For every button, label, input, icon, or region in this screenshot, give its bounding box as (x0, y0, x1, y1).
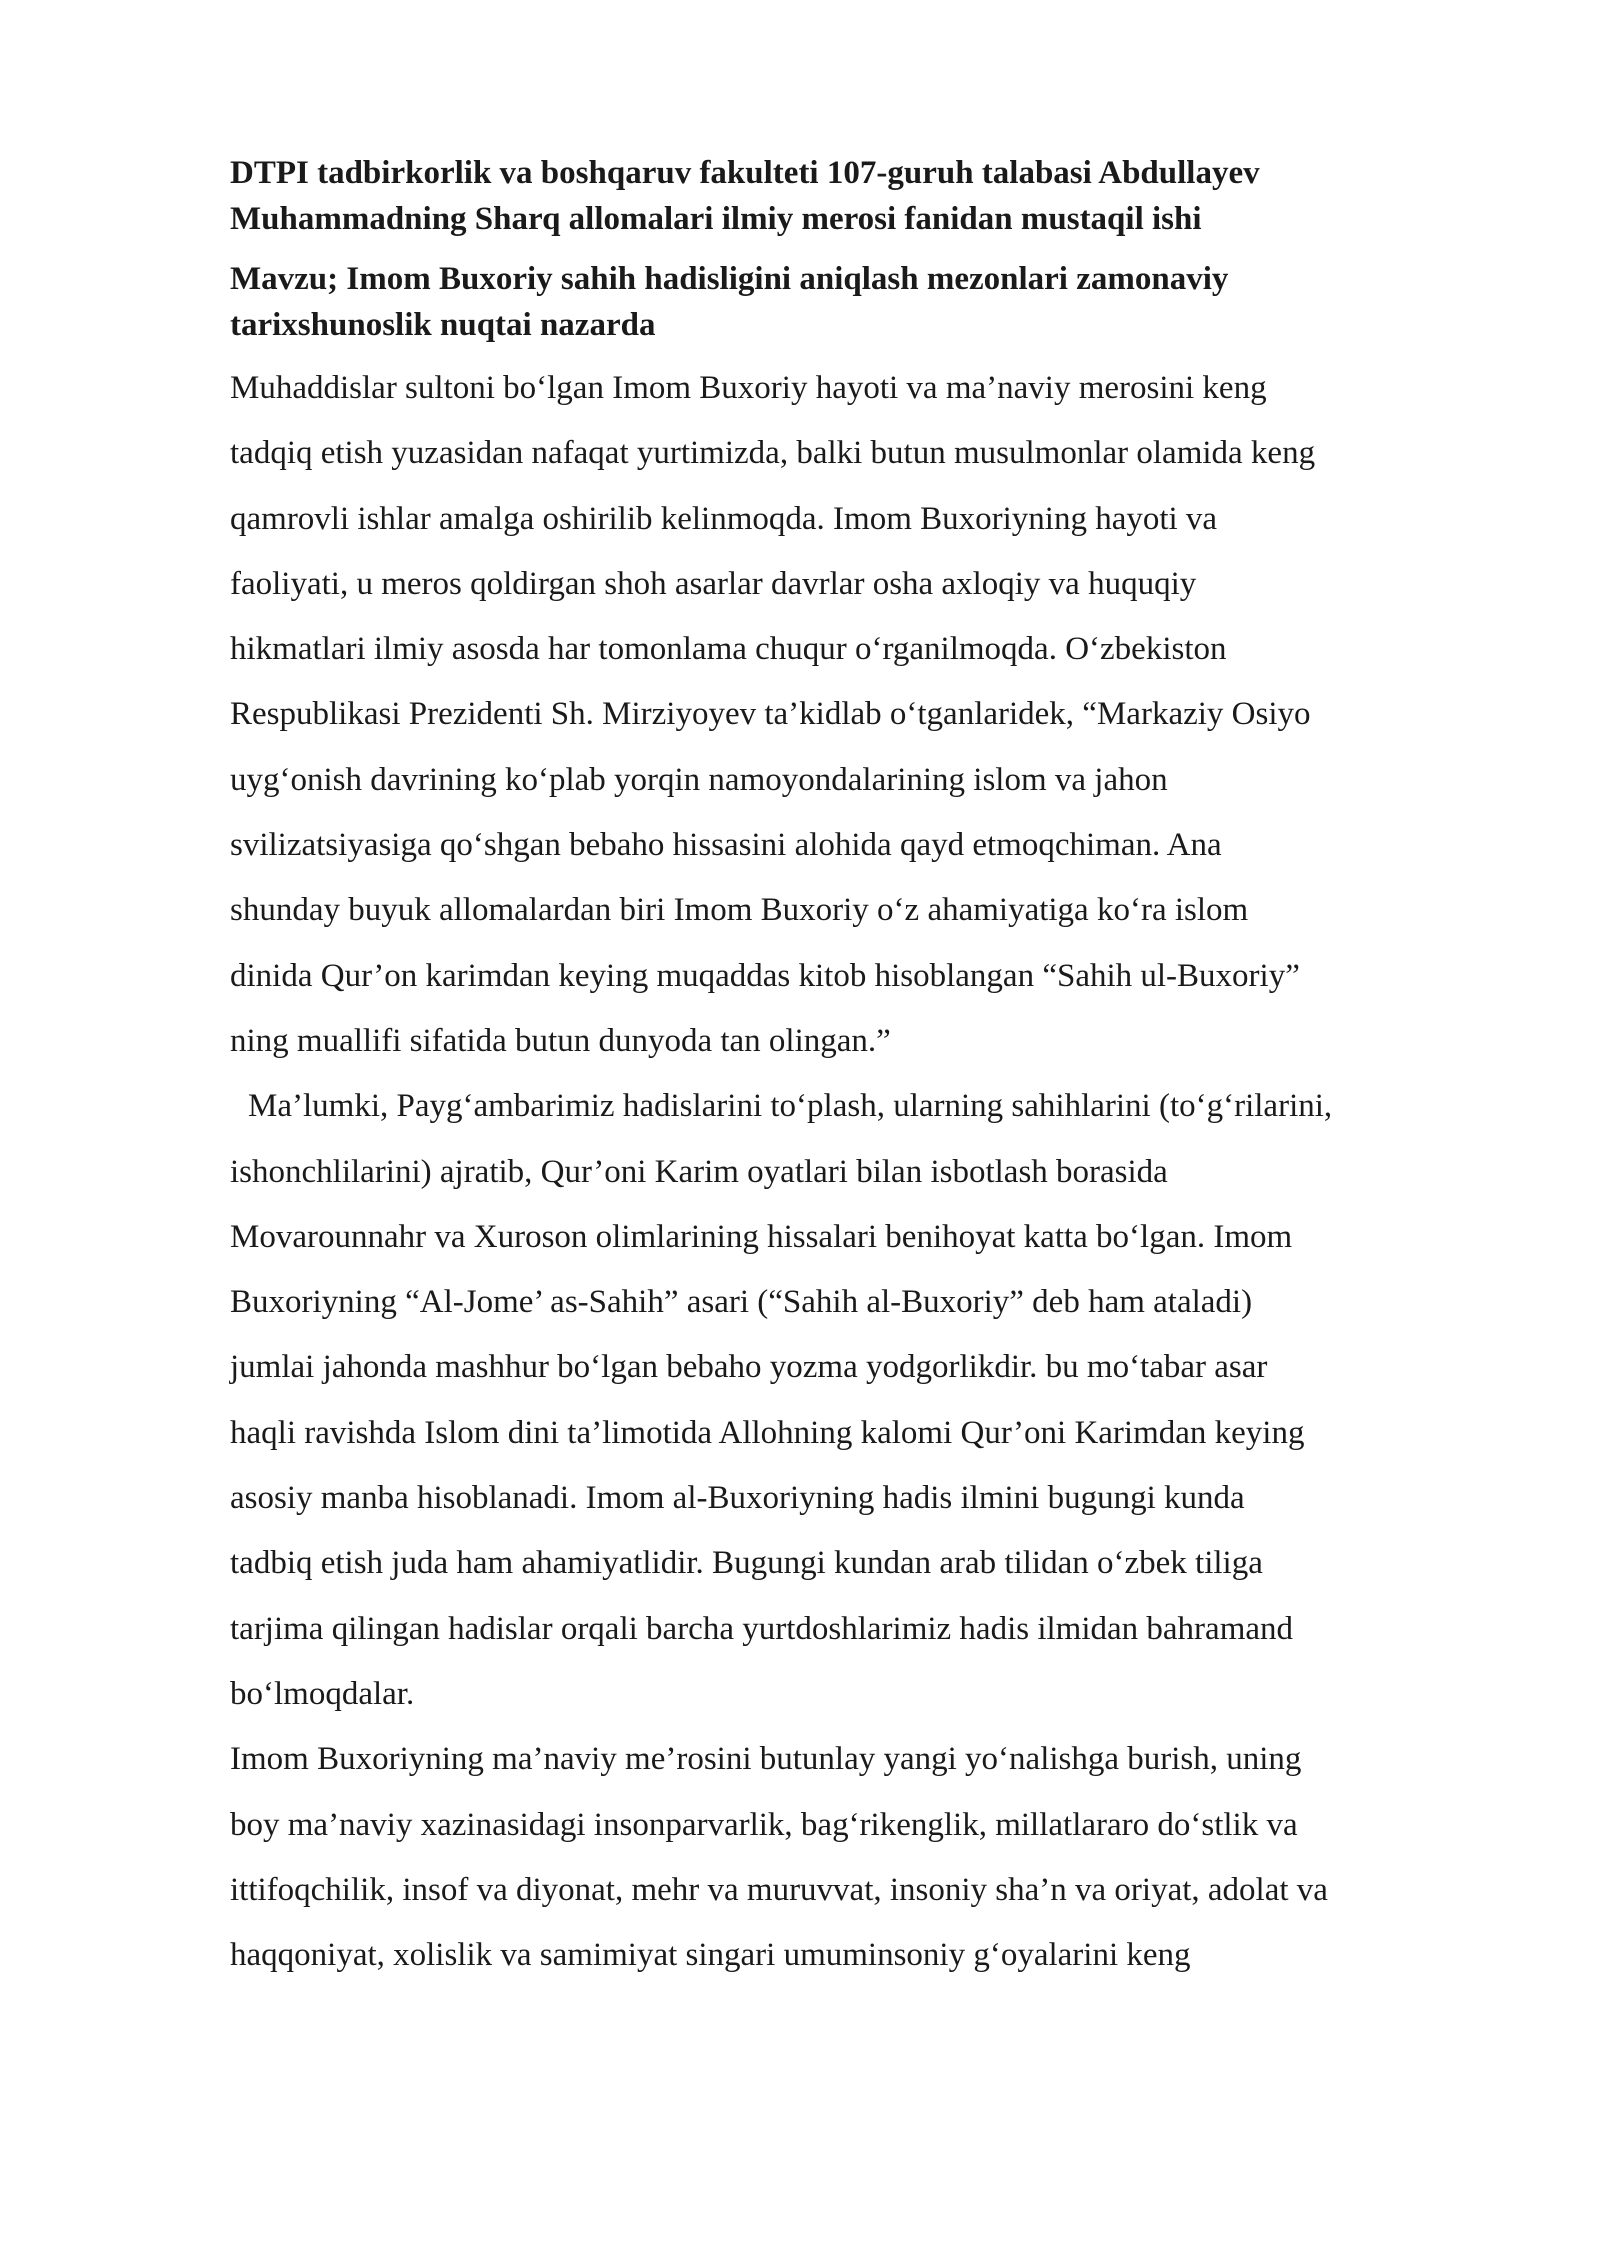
document-body (230, 150, 1520, 1988)
paragraph-3: Imom Buxoriyning ma’naviy me’rosini butunlay yangi yo‘nalishga burish, uning boy ma’naviy xazinasidagi insonparvarlik, bag‘rikenglik, millatlararo do‘stlik va ittifoqchilik, insof va diyonat, mehr va muruvvat, insoniy sha’n va oriyat, adolat va haqqoniyat, xolislik va samimiyat singari umuminsoniy g‘oyalarini keng (230, 1741, 1328, 1974)
paragraph-2: Ma’lumki, Payg‘ambarimiz hadislarini to‘plash, ularning sahihlarini (to‘g‘rilarini, ishonchlilarini) ajratib, Qur’oni Karim oyatlari bilan isbotlash borasida Movarounnahr va Xuroson olimlarining hissalari benihoyat katta bo‘lgan. Imom Buxoriyning “Al-Jome’ as-Sahih” asari (“Sahih al-Buxoriy” deb ham ataladi) jumlai jahonda mashhur bo‘lgan bebaho yozma yodgorlikdir. bu mo‘tabar asar haqli ravishda Islom dini ta’limotida Allohning kalomi Qur’oni Karimdan keying asosiy manba hisoblanadi. Imom al-Buxoriyning hadis ilmini bugungi kunda tadbiq etish juda ham ahamiyatlidir. Bugungi kundan arab tilidan o‘zbek tiliga tarjima qilingan hadislar orqali barcha yurtdoshlarimiz hadis ilmidan bahramand bo‘lmoqdalar. (230, 1088, 1333, 1712)
document-title: DTPI tadbirkorlik va boshqaruv fakulteti 107-guruh talabasi Abdullayev Muhammadning Sharq allomalari ilmiy merosi fanidan mustaqil ishi (230, 155, 1260, 237)
document-topic: Mavzu; Imom Buxoriy sahih hadisligini aniqlash mezonlari zamonaviy tarixshunoslik nuqtai nazarda (230, 261, 1229, 343)
paragraph-1: Muhaddislar sultoni bo‘lgan Imom Buxoriy hayoti va ma’naviy merosini keng tadqiq etish yuzasidan nafaqat yurtimizda, balki butun musulmonlar olamida keng qamrovli ishlar amalga oshirilib kelinmoqda. Imom Buxoriyning hayoti va faoliyati, u meros qoldirgan shoh asarlar davrlar osha axloqiy va huquqiy hikmatlari ilmiy asosda har tomonlama chuqur o‘rganilmoqda. O‘zbekiston Respublikasi Prezidenti Sh. Mirziyoyev ta’kidlab o‘tganlaridek, “Markaziy Osiyo uyg‘onish davrining ko‘plab yorqin namoyondalarining islom va jahon svilizatsiyasiga qo‘shgan bebaho hissasini alohida qayd etmoqchiman. Ana shunday buyuk allomalardan biri Imom Buxoriy o‘z ahamiyatiga ko‘ra islom dinida Qur’on karimdan keying muqaddas kitob hisoblangan “Sahih ul-Buxoriy” ning muallifi sifatida butun dunyoda tan olingan.” (230, 370, 1316, 1059)
